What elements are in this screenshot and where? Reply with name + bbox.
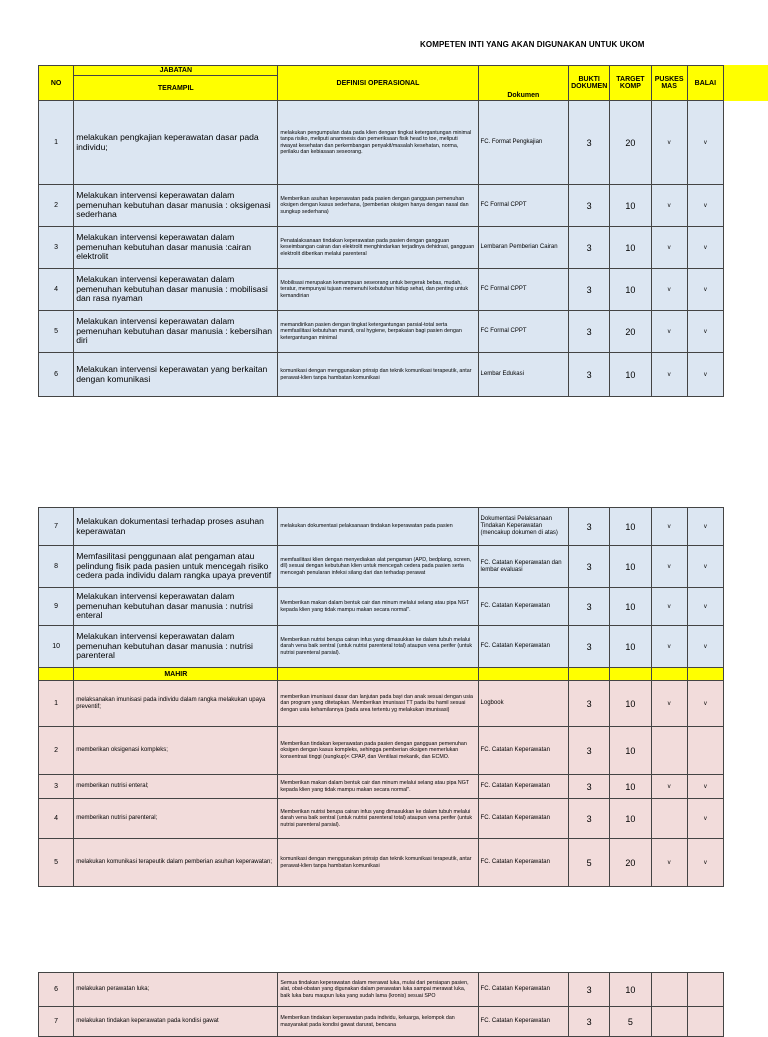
mahir-blank: [651, 668, 687, 681]
document-name: FC. Format Pengkajian: [478, 101, 569, 185]
table-row: [39, 775, 724, 799]
row-number: 7: [39, 508, 74, 546]
puskesmas-check: v: [651, 508, 687, 546]
balai-check: v: [687, 508, 723, 546]
document-name: FC. Catatan Keperawatan dan lembar evaluasi: [478, 546, 569, 588]
puskesmas-check: v: [651, 269, 687, 311]
table-row: [39, 799, 724, 839]
table-row: [39, 185, 724, 227]
balai-check: v: [687, 353, 723, 397]
document-name: Dokumentasi Pelaksanaan Tindakan Keperawatan (mencakup dokumen di atas): [478, 508, 569, 546]
competency-name: Melakukan intervensi keperawatan dalam pemenuhan kebutuhan dasar manusia : kebersihan diri: [74, 311, 278, 353]
operational-definition: Memberikan tindakan keperawatan pada individu, keluarga, kelompok dan masyarakat pada kondisi gawat darurat, bencana: [278, 1007, 478, 1037]
puskesmas-check: [651, 1007, 687, 1037]
header-definisi: DEFINISI OPERASIONAL: [278, 66, 478, 101]
header-balai: BALAI: [687, 66, 723, 101]
table-row: [39, 588, 724, 626]
row-number: 1: [39, 681, 74, 727]
balai-check: [687, 727, 723, 775]
table-row: [39, 973, 724, 1007]
competency-name: Memfasilitasi penggunaan alat pengaman atau pelindung fisik pada pasien untuk mencegah risiko cedera pada individu dalam rangka upaya preventif: [74, 546, 278, 588]
document-name: FC. Catatan Keperawatan: [478, 727, 569, 775]
table-row: [39, 311, 724, 353]
row-number: 5: [39, 311, 74, 353]
operational-definition: Memberikan nutrisi berupa cairan infus yang dimasukkan ke dalam tubuh melalui darah vena baik sentral (untuk nutrisi parenteral total) ataupun vena perifer (untuk nutrisi parenteral parsial).: [278, 626, 478, 668]
row-number: 7: [39, 1007, 74, 1037]
puskesmas-check: [651, 799, 687, 839]
document-name: FC. Catatan Keperawatan: [478, 799, 569, 839]
header-fill: [724, 65, 768, 101]
target-count: 10: [610, 775, 651, 799]
balai-check: v: [687, 839, 723, 887]
row-number: 4: [39, 269, 74, 311]
puskesmas-check: v: [651, 839, 687, 887]
document-name: Lembaran Pemberian Cairan: [478, 227, 569, 269]
evidence-count: 3: [569, 973, 610, 1007]
balai-check: v: [687, 681, 723, 727]
target-count: 10: [610, 973, 651, 1007]
document-name: Logbook: [478, 681, 569, 727]
competency-name: Melakukan intervensi keperawatan dalam pemenuhan kebutuhan dasar manusia : nutrisi enteral: [74, 588, 278, 626]
row-number: 2: [39, 185, 74, 227]
balai-check: v: [687, 101, 723, 185]
target-count: 5: [610, 1007, 651, 1037]
balai-check: v: [687, 588, 723, 626]
table-row: [39, 1007, 724, 1037]
balai-check: [687, 1007, 723, 1037]
header-target: TARGET KOMP: [610, 66, 651, 101]
operational-definition: Memberikan asuhan keperawatan pada pasien dengan gangguan pemenuhan oksigen dengan kasus sederhana, (pemberian oksigen hanya dengan nasal dan sungkup sederhana): [278, 185, 478, 227]
puskesmas-check: v: [651, 546, 687, 588]
puskesmas-check: v: [651, 588, 687, 626]
competency-name: melakukan perawatan luka;: [74, 973, 278, 1007]
table-row: [39, 681, 724, 727]
document-name: FC Formal CPPT: [478, 311, 569, 353]
puskesmas-check: [651, 727, 687, 775]
balai-check: v: [687, 269, 723, 311]
evidence-count: 3: [569, 799, 610, 839]
balai-check: v: [687, 311, 723, 353]
target-count: 10: [610, 353, 651, 397]
target-count: 20: [610, 101, 651, 185]
evidence-count: 3: [569, 775, 610, 799]
competency-name: melakukan tindakan keperawatan pada kondisi gawat: [74, 1007, 278, 1037]
balai-check: v: [687, 227, 723, 269]
row-number: 2: [39, 727, 74, 775]
evidence-count: 3: [569, 269, 610, 311]
target-count: 20: [610, 839, 651, 887]
mahir-blank: [39, 668, 74, 681]
competency-name: memberikan oksigenasi kompleks;: [74, 727, 278, 775]
puskesmas-check: v: [651, 227, 687, 269]
operational-definition: melakukan dokumentasi pelaksanaan tindakan keperawatan pada pasien: [278, 508, 478, 546]
table-row: [39, 101, 724, 185]
puskesmas-check: v: [651, 353, 687, 397]
mahir-label: MAHIR: [74, 668, 278, 681]
table-row: [39, 353, 724, 397]
page-title: KOMPETEN INTI YANG AKAN DIGUNAKAN UNTUK UKOM: [420, 40, 645, 49]
table-row: [39, 727, 724, 775]
row-number: 3: [39, 775, 74, 799]
target-count: 10: [610, 508, 651, 546]
competency-name: melakukan komunikasi terapeutik dalam pemberian asuhan keperawatan;: [74, 839, 278, 887]
competency-name: Melakukan intervensi keperawatan dalam pemenuhan kebutuhan dasar manusia : nutrisi parenteral: [74, 626, 278, 668]
row-number: 9: [39, 588, 74, 626]
evidence-count: 3: [569, 353, 610, 397]
operational-definition: memfasilitasi klien dengan menyediakan alat pengaman (APD, bedplang, screen, dll) sesuai dengan kebutuhan klien untuk mencegah cedera pada pasien serta mencegah penularan infeksi silang dari dan terhadap perawat: [278, 546, 478, 588]
target-count: 10: [610, 626, 651, 668]
competency-name: melaksanakan imunisasi pada individu dalam rangka melakukan upaya preventif;: [74, 681, 278, 727]
operational-definition: melakukan pengumpulan data pada klien dengan tingkat ketergantungan minimal tanpa risiko, meliputi anamnesis dan pemeriksaan fisik head to toe, meliputi riwayat kesehatan dan perkembangan penyakit/masalah kesehatan, norma, perilaku dan kebiasaan seseorang.: [278, 101, 478, 185]
puskesmas-check: v: [651, 101, 687, 185]
competency-table-2: [38, 507, 724, 887]
operational-definition: Memberikan makan dalam bentuk cair dan minum melalui selang atau pipa NGT kepada klien yang tidak mampu makan secara normal".: [278, 775, 478, 799]
operational-definition: memandirikan pasien dengan tingkat ketergantungan parsial-total serta memfasilitasi kebutuhan mandi, oral hygiene, berpakaian bagi pasien dengan ketergantungan minimal: [278, 311, 478, 353]
evidence-count: 3: [569, 546, 610, 588]
row-number: 4: [39, 799, 74, 839]
table-row: [39, 626, 724, 668]
evidence-count: 3: [569, 681, 610, 727]
puskesmas-check: [651, 973, 687, 1007]
balai-check: [687, 973, 723, 1007]
target-count: 10: [610, 546, 651, 588]
row-number: 8: [39, 546, 74, 588]
header-puskesmas: PUSKES MAS: [651, 66, 687, 101]
operational-definition: Memberikan nutrisi berupa cairan infus yang dimasukkan ke dalam tubuh melalui darah vena baik sentral (untuk nutrisi parenteral total) ataupun vena perifer (untuk nutrisi parenteral parsial).: [278, 799, 478, 839]
operational-definition: memberikan imunisasi dasar dan lanjutan pada bayi dan anak sesuai dengan usia dan program yang ditetapkan. Memberikan imunisasi TT pada ibu hamil sesuai dengan usia kehamilannya (pada area tertentu yg melakukan imunisasi): [278, 681, 478, 727]
evidence-count: 3: [569, 588, 610, 626]
target-count: 10: [610, 588, 651, 626]
row-number: 10: [39, 626, 74, 668]
evidence-count: 3: [569, 1007, 610, 1037]
target-count: 10: [610, 681, 651, 727]
mahir-blank: [569, 668, 610, 681]
document-name: FC. Catatan Keperawatan: [478, 626, 569, 668]
operational-definition: Semua tindakan keperawatan dalam merawat luka, mulai dari persiapan pasien, alat, obat-obatan yang digunakan dalam perawatan luka sampai merawat luka, baik luka baru maupun luka yang sudah lama (kronis) sesuai SPO: [278, 973, 478, 1007]
mahir-blank: [478, 668, 569, 681]
document-name: Lembar Edukasi: [478, 353, 569, 397]
operational-definition: komunikasi dengan menggunakan prinsip dan teknik komunikasi terapeutik, antar perawat-klien tanpa hambatan komunikasi: [278, 839, 478, 887]
table-row: [39, 546, 724, 588]
balai-check: v: [687, 185, 723, 227]
target-count: 10: [610, 799, 651, 839]
table-row: [39, 269, 724, 311]
puskesmas-check: v: [651, 311, 687, 353]
table-row: [39, 227, 724, 269]
balai-check: v: [687, 626, 723, 668]
header-dokumen: Dokumen: [478, 66, 569, 101]
competency-name: memberikan nutrisi parenteral;: [74, 799, 278, 839]
header-bukti: BUKTI DOKUMEN: [569, 66, 610, 101]
mahir-section-row: [39, 668, 724, 681]
document-name: FC. Catatan Keperawatan: [478, 973, 569, 1007]
puskesmas-check: v: [651, 626, 687, 668]
puskesmas-check: v: [651, 185, 687, 227]
competency-name: Melakukan intervensi keperawatan dalam pemenuhan kebutuhan dasar manusia : oksigenasi sederhana: [74, 185, 278, 227]
target-count: 10: [610, 727, 651, 775]
table-row: [39, 839, 724, 887]
mahir-blank: [687, 668, 723, 681]
competency-name: Melakukan dokumentasi terhadap proses asuhan keperawatan: [74, 508, 278, 546]
mahir-blank: [278, 668, 478, 681]
target-count: 10: [610, 269, 651, 311]
operational-definition: Mobilisasi merupakan kemampuan seseorang untuk bergerak bebas, mudah, teratur, mempunyai tujuan memenuhi kebutuhan hidup sehat, dan penting untuk kemandirian: [278, 269, 478, 311]
mahir-blank: [610, 668, 651, 681]
document-name: FC Formal CPPT: [478, 269, 569, 311]
competency-table-3: [38, 972, 724, 1037]
evidence-count: 5: [569, 839, 610, 887]
header-jabatan: JABATAN: [74, 66, 278, 76]
row-number: 6: [39, 353, 74, 397]
header-no: NO: [39, 66, 74, 101]
balai-check: v: [687, 775, 723, 799]
target-count: 10: [610, 227, 651, 269]
evidence-count: 3: [569, 227, 610, 269]
competency-name: memberikan nutrisi enteral;: [74, 775, 278, 799]
competency-name: Melakukan intervensi keperawatan yang berkaitan dengan komunikasi: [74, 353, 278, 397]
puskesmas-check: v: [651, 775, 687, 799]
operational-definition: komunikasi dengan menggunakan prinsip dan teknik komunikasi terapeutik, antar perawat-klien tanpa hambatan komunikasi: [278, 353, 478, 397]
table-row: [39, 508, 724, 546]
target-count: 20: [610, 311, 651, 353]
competency-name: Melakukan intervensi keperawatan dalam pemenuhan kebutuhan dasar manusia :cairan elektrolit: [74, 227, 278, 269]
operational-definition: Memberikan makan dalam bentuk cair dan minum melalui selang atau pipa NGT kepada klien yang tidak mampu makan secara normal".: [278, 588, 478, 626]
evidence-count: 3: [569, 508, 610, 546]
target-count: 10: [610, 185, 651, 227]
document-name: FC. Catatan Keperawatan: [478, 588, 569, 626]
row-number: 6: [39, 973, 74, 1007]
header-terampil: TERAMPIL: [74, 76, 278, 101]
operational-definition: Penatalaksanaan tindakan keperawatan pada pasien dengan gangguan keseimbangan cairan dan elektrolit menghindarkan terjadinya dehidrasi, gangguan elektrolit diberikan melalui parenteral: [278, 227, 478, 269]
evidence-count: 3: [569, 101, 610, 185]
row-number: 1: [39, 101, 74, 185]
document-name: FC. Catatan Keperawatan: [478, 839, 569, 887]
document-name: FC Formal CPPT: [478, 185, 569, 227]
competency-table-1: [38, 65, 724, 397]
document-name: FC. Catatan Keperawatan: [478, 775, 569, 799]
balai-check: v: [687, 799, 723, 839]
row-number: 5: [39, 839, 74, 887]
operational-definition: Memberikan tindakan keperawatan pada pasien dengan gangguan pemenuhan oksigen dengan kasus kompleks, sehingga pemberian oksigen memerlukan konsentrasi tinggi (sungkup)< CPAP, dan Ventilasi mekanik, dan ECMO.: [278, 727, 478, 775]
puskesmas-check: v: [651, 681, 687, 727]
competency-name: melakukan pengkajian keperawatan dasar pada individu;: [74, 101, 278, 185]
row-number: 3: [39, 227, 74, 269]
evidence-count: 3: [569, 626, 610, 668]
evidence-count: 3: [569, 311, 610, 353]
evidence-count: 3: [569, 185, 610, 227]
competency-name: Melakukan intervensi keperawatan dalam pemenuhan kebutuhan dasar manusia : mobilisasi dan rasa nyaman: [74, 269, 278, 311]
balai-check: v: [687, 546, 723, 588]
evidence-count: 3: [569, 727, 610, 775]
document-name: FC. Catatan Keperawatan: [478, 1007, 569, 1037]
